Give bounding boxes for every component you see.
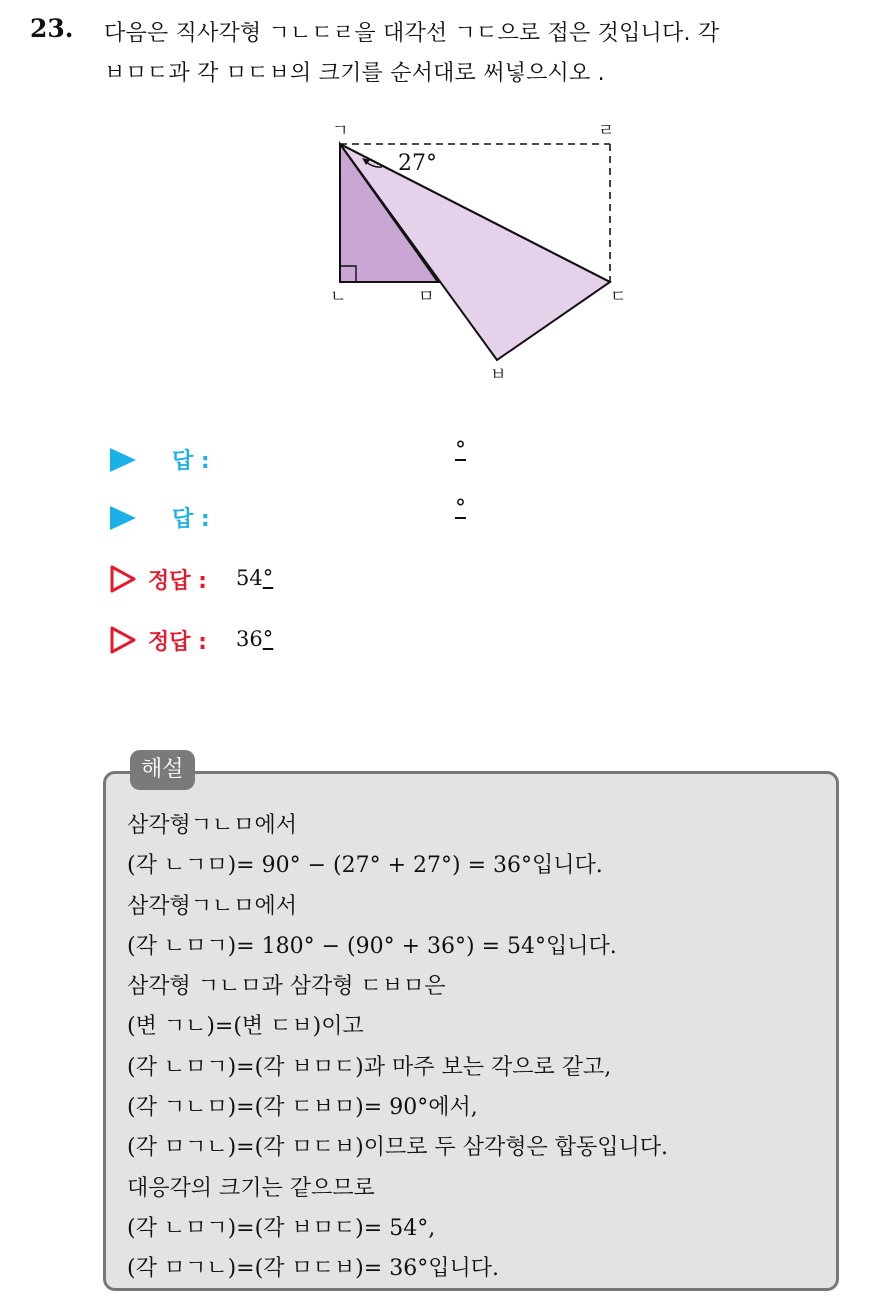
correct-value-number: 54 <box>236 566 263 590</box>
explanation-title-tab: 해설 <box>130 750 195 790</box>
outline-arrow-icon <box>110 564 138 594</box>
correct-answer-value <box>236 566 273 590</box>
correct-answer-label: 정답 : <box>148 630 207 655</box>
vertex-label-m: ㅁ <box>418 287 435 307</box>
folded-rectangle-figure <box>300 110 660 400</box>
explanation-line: (각 ㄴㅁㄱ)=(각 ㅂㅁㄷ)과 마주 보는 각으로 같고, <box>127 1054 612 1080</box>
explanation-line: 삼각형 ㄱㄴㅁ과 삼각형 ㄷㅂㅁ은 <box>127 974 446 1000</box>
vertex-label-g: ㄱ <box>332 121 349 141</box>
question-text-line-1: 다음은 직사각형 ㄱㄴㄷㄹ을 대각선 ㄱㄷ으로 접은 것입니다. 각 <box>104 21 720 46</box>
explanation-line: 삼각형ㄱㄴㅁ에서 <box>127 813 298 838</box>
answer-blank-input[interactable]: ° <box>455 496 466 521</box>
question-text-line-2: ㅂㅁㄷ과 각 ㅁㄷㅂ의 크기를 순서대로 써넣으시오 . <box>104 61 605 86</box>
vertex-label-n: ㄴ <box>330 287 347 307</box>
explanation-line: (각 ㄱㄴㅁ)=(각 ㄷㅂㅁ)= 90°에서, <box>127 1095 478 1121</box>
correct-value-number: 36 <box>236 627 263 651</box>
correct-answer-row-2 <box>110 623 510 659</box>
correct-answer-row-1 <box>110 562 510 598</box>
explanation-line: (각 ㅁㄱㄴ)=(각 ㅁㄷㅂ)= 36°입니다. <box>127 1256 499 1282</box>
correct-value-unit: ° <box>262 566 274 590</box>
answer-blank-input[interactable]: ° <box>455 438 466 463</box>
explanation-line: (변 ㄱㄴ)=(변 ㄷㅂ)이고 <box>127 1014 364 1040</box>
explanation-line: (각 ㅁㄱㄴ)=(각 ㅁㄷㅂ)이므로 두 삼각형은 합동입니다. <box>127 1135 669 1161</box>
explanation-lines <box>127 806 827 1290</box>
answer-label: 답 : <box>172 507 210 532</box>
angle-27-label: 27° <box>398 151 437 176</box>
answer-row-2 <box>110 496 610 536</box>
explanation-line: (각 ㄴㅁㄱ)=(각 ㅂㅁㄷ)= 54°, <box>127 1215 436 1241</box>
play-arrow-icon <box>110 448 136 472</box>
vertex-label-d: ㄷ <box>610 287 627 307</box>
vertex-label-b: ㅂ <box>490 365 507 385</box>
play-arrow-icon <box>110 506 136 530</box>
question-number: 23. <box>30 14 74 43</box>
explanation-line: (각 ㄴㅁㄱ)= 180° − (90° + 36°) = 54°입니다. <box>127 933 617 959</box>
answer-label: 답 : <box>172 449 210 474</box>
correct-answer-label: 정답 : <box>148 569 207 594</box>
vertex-label-r: ㄹ <box>598 121 615 141</box>
answer-row-1 <box>110 438 610 478</box>
correct-value-unit: ° <box>262 627 274 651</box>
figure-svg <box>300 110 660 400</box>
explanation-line: (각 ㄴㄱㅁ)= 90° − (27° + 27°) = 36°입니다. <box>127 853 603 879</box>
correct-answer-value <box>236 627 273 651</box>
outline-arrow-icon <box>110 625 138 655</box>
explanation-line: 삼각형ㄱㄴㅁ에서 <box>127 893 298 919</box>
explanation-line: 대응각의 크기는 같으므로 <box>127 1175 375 1201</box>
